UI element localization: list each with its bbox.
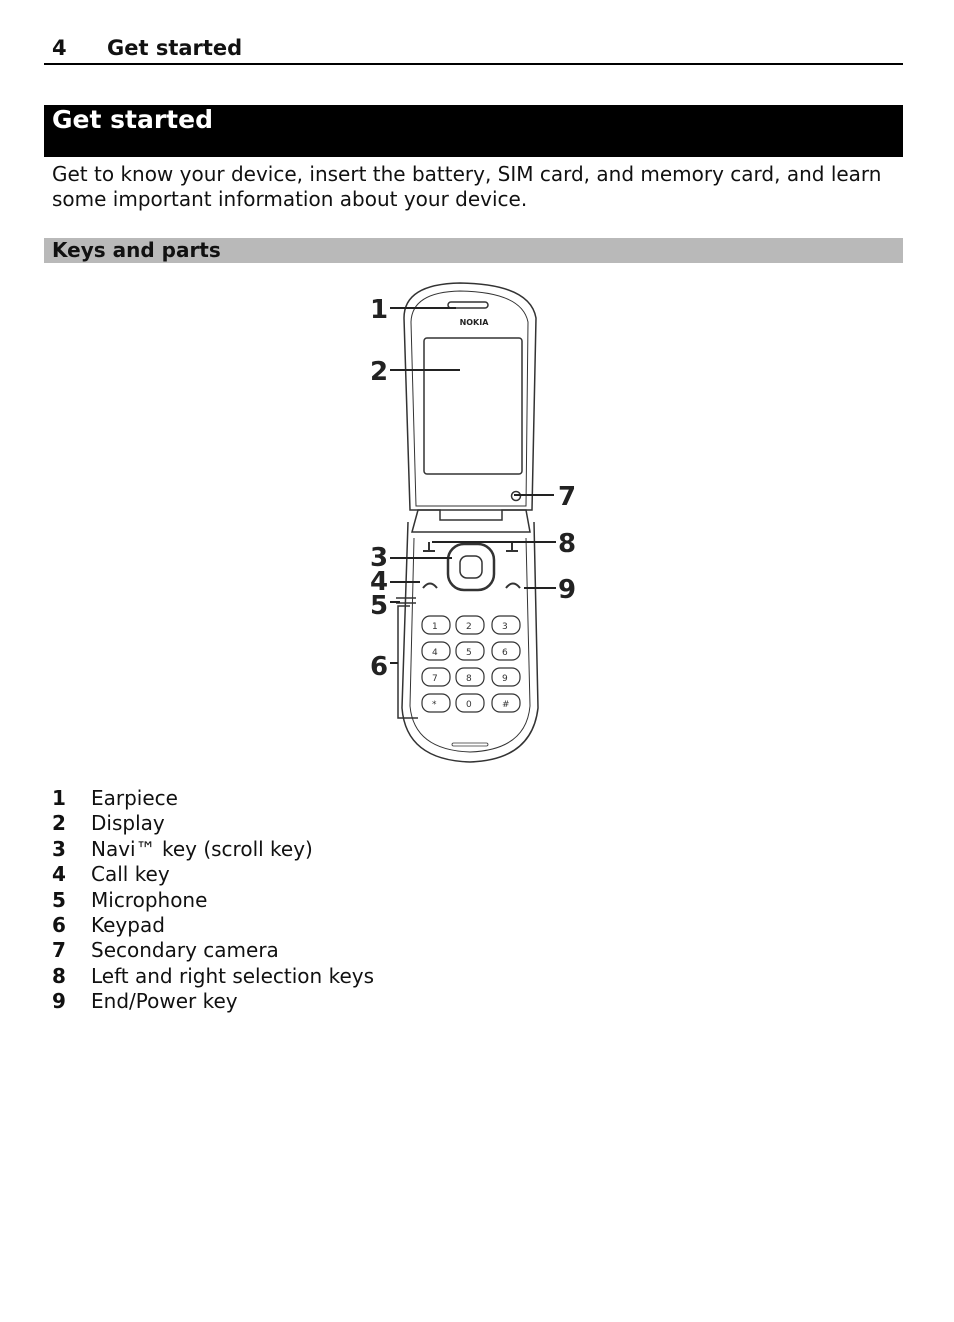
callout-2: 2: [370, 357, 389, 387]
call-key-shape: [423, 584, 437, 589]
page-number: 4: [52, 36, 67, 60]
callout-1: 1: [370, 295, 389, 325]
legend-label: Navi™ key (scroll key): [91, 836, 313, 861]
end-key-shape: [506, 584, 520, 589]
keypad-key-label: 9: [502, 674, 508, 684]
legend-number: 4: [52, 862, 66, 887]
legend-label: Microphone: [91, 887, 208, 912]
legend-item: [52, 964, 652, 989]
legend-number: 2: [52, 811, 66, 836]
chapter-title-bar: [44, 105, 903, 157]
legend-number: 9: [52, 989, 66, 1014]
keypad-key-label: 5: [466, 648, 472, 658]
legend-item: [52, 938, 652, 963]
callout-6: 6: [370, 652, 389, 682]
legend-label: Keypad: [91, 912, 165, 937]
legend-number: 5: [52, 887, 66, 912]
legend-item: [52, 837, 652, 862]
legend-item: [52, 786, 652, 811]
keypad-key-label: 3: [502, 622, 508, 632]
keypad-key-label: 2: [466, 622, 472, 632]
phone-illustration: [360, 278, 590, 768]
running-section-title: Get started: [107, 36, 243, 60]
legend-label: End/Power key: [91, 989, 238, 1014]
chapter-title: Get started: [52, 105, 213, 134]
keypad-key-label: #: [502, 700, 510, 710]
hinge-shape: [412, 510, 530, 532]
legend-label: Earpiece: [91, 786, 178, 810]
callout-7: 7: [558, 482, 577, 512]
legend-number: 8: [52, 963, 66, 988]
parts-legend: [52, 786, 652, 1015]
callout-8: 8: [558, 529, 577, 559]
keypad-key-label: 8: [466, 674, 472, 684]
legend-label: Secondary camera: [91, 938, 279, 963]
legend-item: [52, 888, 652, 913]
legend-number: 6: [52, 912, 66, 937]
keypad-bracket: [398, 606, 418, 718]
keypad-key-label: 7: [432, 674, 438, 684]
keypad-key-label: *: [432, 700, 437, 710]
legend-item: [52, 862, 652, 887]
subsection-title: Keys and parts: [52, 238, 221, 262]
left-selection-key: [423, 542, 435, 551]
phone-diagram: [360, 278, 590, 768]
intro-paragraph: Get to know your device, insert the battery, SIM card, and memory card, and learn some important information about your device.: [52, 162, 882, 211]
legend-item: [52, 989, 652, 1014]
brand-logo-text: NOKIA: [459, 318, 489, 327]
keypad-key-label: 6: [502, 648, 508, 658]
legend-number: 3: [52, 836, 66, 861]
legend-label: Display: [91, 811, 165, 836]
legend-label: Left and right selection keys: [91, 963, 374, 988]
legend-number: 7: [52, 938, 66, 963]
keypad-key-label: 0: [466, 700, 472, 710]
callout-3: 3: [370, 543, 389, 573]
callout-9: 9: [558, 575, 577, 605]
keypad-key-label: 1: [432, 622, 438, 632]
callout-5: 5: [370, 591, 389, 621]
subsection-bar: [44, 238, 903, 263]
callout-4: 4: [370, 567, 389, 597]
legend-item: [52, 811, 652, 836]
right-selection-key: [506, 542, 518, 551]
navi-key-shape: [448, 544, 494, 590]
running-header: [44, 34, 903, 65]
keypad-key-label: 4: [432, 648, 438, 658]
legend-item: [52, 913, 652, 938]
legend-label: Call key: [91, 862, 170, 887]
display-shape: [424, 338, 522, 474]
legend-number: 1: [52, 786, 66, 810]
